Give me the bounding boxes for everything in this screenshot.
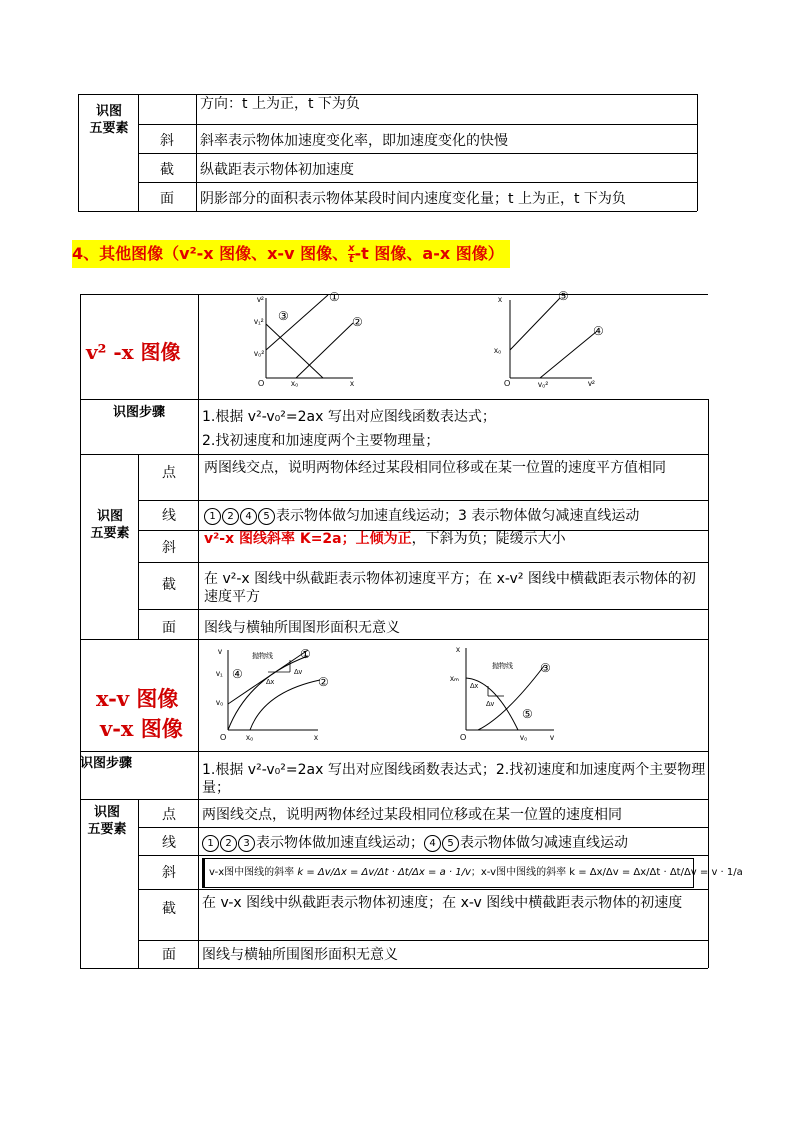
formula-a-label: v-x图中图线的斜率 xyxy=(209,867,295,878)
row-red-text: v²-x 图线斜率 K=2a；上倾为正 xyxy=(204,531,412,547)
row-content xyxy=(202,834,628,852)
v2x-chart-left xyxy=(248,290,368,390)
curve-mark: ① xyxy=(329,290,340,304)
row-name: 面 xyxy=(162,947,176,963)
step-line: 1.根据 v²-v₀²=2ax 写出对应图线函数表达式； xyxy=(202,409,496,425)
curve-mark: ⑤ xyxy=(522,707,533,721)
row-text-b: 表示物体做匀减速直线运动 xyxy=(460,835,628,851)
x-axis-label: x xyxy=(314,733,318,742)
x-axis-label: v² xyxy=(588,379,595,388)
circled-number: 1 xyxy=(204,508,221,525)
heading-prefix: 4、其他图像（v²-x 图像、x-v 图像、 xyxy=(72,244,349,263)
row-text: ，下斜为负；陡缓示大小 xyxy=(411,531,566,547)
curve-mark: ⑤ xyxy=(558,290,569,303)
row-name: 线 xyxy=(162,508,176,524)
origin-label: O xyxy=(460,733,467,742)
y-tick-1: v₁² xyxy=(254,317,264,326)
origin-label: O xyxy=(504,379,511,388)
parabola-annotation: 抛物线 xyxy=(492,663,513,670)
x-axis-label: v xyxy=(550,733,554,742)
curve-mark: ② xyxy=(318,675,329,689)
curve-mark: ② xyxy=(352,315,363,329)
y-tick: x₀ xyxy=(494,346,502,355)
y-axis-label: v xyxy=(218,647,222,656)
y-tick-2: v₀ xyxy=(216,698,224,707)
row-name: 线 xyxy=(162,835,176,851)
row-content xyxy=(204,530,566,548)
x-axis-label: x xyxy=(350,379,354,388)
steps-text: 1.根据 v²-v₀²=2ax 写出对应图线函数表达式；2.找初速度和加速度两个主要物理量； xyxy=(202,762,706,796)
steps-label: 识图步骤 xyxy=(112,405,165,420)
delta-x-label: Δx xyxy=(470,683,479,690)
row-text: 在 v²-x 图线中纵截距表示物体初速度平方；在 x-v² 图线中横截距表示物体的初速度平方 xyxy=(204,571,696,605)
x-tick: v₀ xyxy=(520,733,528,742)
row-name: 截 xyxy=(162,901,176,917)
group-label: 识图 五要素 xyxy=(89,104,129,136)
circled-number: 5 xyxy=(442,835,459,852)
origin-label: O xyxy=(258,379,265,388)
row-text: 斜率表示物体加速度变化率，即加速度变化的快慢 xyxy=(200,133,508,149)
delta-v-label: Δv xyxy=(294,669,303,676)
xv-title-1: x-v 图像 xyxy=(96,686,179,711)
y-axis-label: x xyxy=(498,295,502,304)
formula-b-label: ；x-v图中图线的斜率 xyxy=(470,867,567,878)
x-tick: x₀ xyxy=(291,379,299,388)
row-name: 斜 xyxy=(160,133,174,149)
circled-number: 4 xyxy=(240,508,257,525)
row-name: 面 xyxy=(160,191,174,207)
y-tick-2: v₀² xyxy=(254,349,264,358)
row-text: 两图线交点，说明两物体经过某段相同位移或在某一位置的速度相同 xyxy=(202,807,622,823)
row-text: 方向：t 上为正，t 下为负 xyxy=(200,96,360,112)
x-tick: x₀ xyxy=(246,733,254,742)
y-tick: xₘ xyxy=(450,674,459,683)
row-name: 斜 xyxy=(162,540,176,556)
steps-label: 识图步骤 xyxy=(80,756,133,771)
formula-a-end: = a · 1/v xyxy=(428,867,471,878)
row-name: 面 xyxy=(162,620,176,636)
step-line: 2.找初速度和加速度两个主要物理量； xyxy=(202,433,440,449)
circled-number: 2 xyxy=(220,835,237,852)
y-axis-label: x xyxy=(456,645,460,654)
heading-suffix: -t 图像、a-x 图像） xyxy=(354,244,504,263)
origin-label: O xyxy=(220,733,227,742)
delta-v-label: Δv xyxy=(486,701,495,708)
circled-number: 3 xyxy=(238,835,255,852)
row-name: 点 xyxy=(162,465,176,481)
curve-mark: ③ xyxy=(540,661,551,675)
y-axis-label: v² xyxy=(257,295,264,304)
curve-mark: ④ xyxy=(232,667,243,681)
formula-b-body: k = Δx/Δv = Δx/Δt · Δt/Δv xyxy=(566,867,700,878)
x-tick: v₀² xyxy=(538,380,548,389)
row-text: 在 v-x 图线中纵截距表示物体初速度；在 x-v 图线中横截距表示物体的初速度 xyxy=(202,895,683,911)
row-name: 截 xyxy=(162,577,176,593)
row-name: 斜 xyxy=(162,865,176,881)
row-text: 纵截距表示物体初加速度 xyxy=(200,162,354,178)
group-label: 识图 五要素 xyxy=(87,805,127,837)
row-text-a: 表示物体做加速直线运动； xyxy=(256,835,424,851)
curve-mark: ④ xyxy=(593,324,604,338)
slope-formula-box xyxy=(202,858,743,888)
circled-number: 5 xyxy=(258,508,275,525)
section-heading xyxy=(72,240,510,268)
row-name: 截 xyxy=(160,162,174,178)
curve-mark: ③ xyxy=(278,309,289,323)
vx-chart-right xyxy=(448,642,568,746)
row-content xyxy=(204,507,639,525)
parabola-annotation: 抛物线 xyxy=(252,653,273,660)
row-text: 图线与横轴所围图形面积无意义 xyxy=(202,947,398,963)
circled-number: 2 xyxy=(222,508,239,525)
fraction-denominator: t xyxy=(348,254,354,265)
circled-number: 4 xyxy=(424,835,441,852)
row-text: 表示物体做匀加速直线运动；3 表示物体做匀减速直线运动 xyxy=(276,508,640,524)
formula-a-body: k = Δv/Δx = Δv/Δt · Δt/Δx xyxy=(294,867,429,878)
v2x-chart-right xyxy=(492,290,612,390)
circled-number: 1 xyxy=(202,835,219,852)
curve-mark: ① xyxy=(300,647,311,661)
row-name: 点 xyxy=(162,807,176,823)
vx-chart-left xyxy=(210,642,330,746)
y-tick-1: v₁ xyxy=(216,669,223,678)
xv-title-2: v-x 图像 xyxy=(100,716,183,741)
row-text: 阴影部分的面积表示物体某段时间内速度变化量；t 上为正，t 下为负 xyxy=(200,191,626,207)
row-text: 两图线交点，说明两物体经过某段相同位移或在某一位置的速度平方值相同 xyxy=(204,460,666,476)
formula-b-end: = v · 1/a xyxy=(699,867,743,878)
row-text: 图线与横轴所围图形面积无意义 xyxy=(204,620,400,636)
v2x-title: v² -x 图像 xyxy=(86,340,181,364)
delta-x-label: Δx xyxy=(266,679,275,686)
group-label: 识图 五要素 xyxy=(90,509,130,541)
fraction-numerator: x xyxy=(348,243,355,254)
